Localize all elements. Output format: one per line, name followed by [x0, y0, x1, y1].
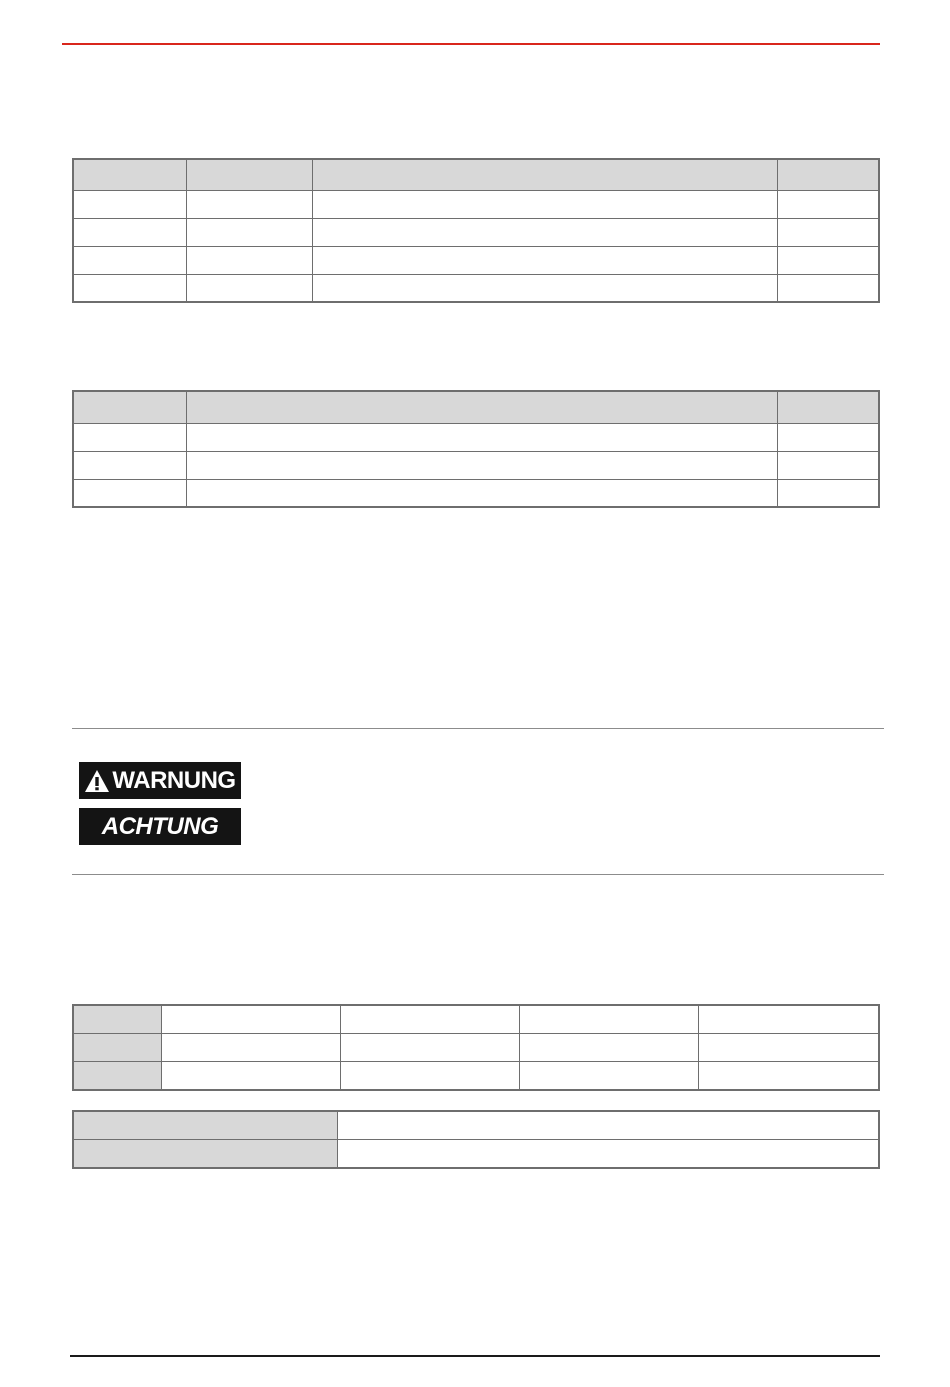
- table-3: [72, 1004, 880, 1091]
- footer-rule: [70, 1355, 880, 1357]
- table-row: [73, 451, 879, 479]
- hazard-block-top-rule: [72, 728, 884, 729]
- warning-label: [79, 762, 241, 799]
- table-1-header-cell: [777, 159, 879, 190]
- table-1: [72, 158, 880, 303]
- table-row: [73, 1139, 879, 1168]
- table-row: [73, 423, 879, 451]
- table-1-header-cell: [73, 159, 186, 190]
- table-2-header-cell: [777, 391, 879, 423]
- table-row: [73, 1005, 879, 1033]
- table-row: [73, 1111, 879, 1139]
- table-row: [73, 1061, 879, 1090]
- table-2-header-row: [73, 391, 879, 423]
- table-1-header-cell: [186, 159, 312, 190]
- table-row: [73, 1033, 879, 1061]
- header-rule: [62, 43, 880, 45]
- table-2-header-cell: [73, 391, 186, 423]
- warning-triangle-icon: [84, 769, 110, 793]
- table-row: [73, 274, 879, 302]
- table-2-header-cell: [186, 391, 777, 423]
- table-1-header-cell: [312, 159, 777, 190]
- table-row: [73, 479, 879, 507]
- table-4: [72, 1110, 880, 1169]
- warning-label-text: WARNUNG: [112, 766, 236, 794]
- hazard-block-bottom-rule: [72, 874, 884, 875]
- table-row: [73, 190, 879, 218]
- table-2: [72, 390, 880, 508]
- table-row: [73, 218, 879, 246]
- caution-label: [79, 808, 241, 845]
- table-row: [73, 246, 879, 274]
- table-1-header-row: [73, 159, 879, 190]
- caution-label-text: ACHTUNG: [101, 812, 219, 840]
